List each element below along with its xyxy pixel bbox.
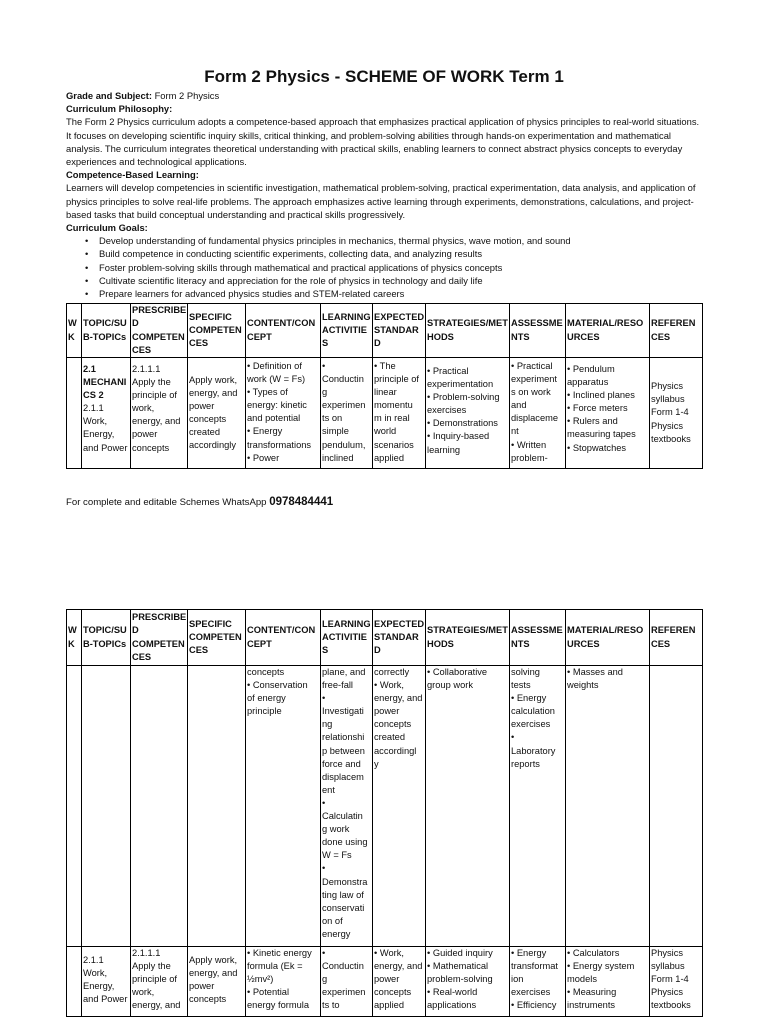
header-specific: SPECIFIC COMPETEN CES	[188, 304, 246, 358]
cbl-label: Competence-Based Learning:	[66, 169, 199, 181]
table-row	[67, 947, 703, 1017]
goal-item: • Prepare learners for advanced physics studies and STEM-related careers	[66, 287, 706, 300]
footer-text: For complete and editable Schemes WhatsApp	[66, 497, 270, 508]
header-wk: W K	[67, 610, 82, 666]
cell-strategies: • Collaborative group work	[426, 666, 510, 947]
table-row	[67, 666, 703, 947]
cell-references: Physics syllabus Form 1-4 Physics textbooks	[650, 947, 703, 1017]
header-materials: MATERIAL/RESO URCES	[566, 304, 650, 358]
intro-section	[66, 89, 706, 300]
header-specific: SPECIFIC COMPETEN CES	[188, 610, 246, 666]
header-assessment: ASSESSME NTS	[510, 304, 566, 358]
cell-wk	[67, 358, 82, 469]
goal-item: • Cultivate scientific literacy and appreciation for the role of physics in technology and daily life	[66, 274, 706, 287]
grade-label: Grade and Subject:	[66, 90, 152, 101]
table-header-row	[67, 304, 703, 358]
goals-list	[66, 234, 706, 300]
cell-topic: 2.1.1 Work, Energy, and Power	[82, 947, 131, 1017]
cell-learning: • Conductin g experimen ts to	[321, 947, 373, 1017]
scheme-table-1	[66, 303, 703, 469]
subtopic-title: 2.1.1 Work, Energy, and Power	[83, 403, 128, 453]
header-wk: W K	[67, 304, 82, 358]
cell-materials: • Masses and weights	[566, 666, 650, 947]
whatsapp-number: 0978484441	[269, 496, 334, 508]
header-references: REFEREN CES	[650, 610, 703, 666]
cell-wk	[67, 947, 82, 1017]
cell-content: • Kinetic energy formula (Ek = ½mv²) • Potential energy formula	[246, 947, 321, 1017]
cell-expected: • The principle of linear momentu m in real world scenarios applied	[373, 358, 426, 469]
header-learning: LEARNING ACTIVITIE S	[321, 610, 373, 666]
cell-specific: Apply work, energy, and power concepts created accordingly	[188, 358, 246, 469]
header-references: REFEREN CES	[650, 304, 703, 358]
cell-assessment: • Practical experiment s on work and displaceme nt • Written problem-	[510, 358, 566, 469]
philosophy-label: Curriculum Philosophy:	[66, 103, 173, 115]
cell-materials: • Pendulum apparatus • Inclined planes • Force meters • Rulers and measuring tapes • Stopwatches	[566, 358, 650, 469]
philosophy-text: The Form 2 Physics curriculum adopts a competence-based approach that emphasizes practical application of physics principles to real-world situations. It focuses on developing scientific inquiry skills, critical thinking, and problem-solving abilities through hands-on experimentation and mathematical analysis. The curriculum integrates theoretical understanding with practical skills, enabling learners to connect abstract physics concepts to everyday experiences and technological applications.	[66, 116, 700, 168]
header-expected: EXPECTED STANDAR D	[373, 304, 426, 358]
cell-assessment: solving tests • Energy calculation exercises • Laboratory reports	[510, 666, 566, 947]
header-strategies: STRATEGIES/MET HODS	[426, 610, 510, 666]
header-learning: LEARNING ACTIVITIE S	[321, 304, 373, 358]
topic-title: 2.1 MECHANI CS 2	[83, 364, 127, 401]
cbl-text: Learners will develop competencies in scientific investigation, mathematical problem-solving, practical experimentation, data analysis, and application of physics principles to solve real-life problems. The approach emphasizes active learning through experiments, demonstrations, calculations, and project-based tasks that build conceptual understanding and practical skills progressively.	[66, 182, 696, 220]
header-expected: EXPECTED STANDAR D	[373, 610, 426, 666]
header-assessment: ASSESSME NTS	[510, 610, 566, 666]
header-topic: TOPIC/SU B-TOPICs	[82, 610, 131, 666]
cell-prescribed: 2.1.1.1 Apply the principle of work, energy, and	[131, 947, 188, 1017]
cell-content: concepts • Conservation of energy principle	[246, 666, 321, 947]
goal-item: • Build competence in conducting scientific experiments, collecting data, and analyzing results	[66, 247, 706, 260]
header-prescribed: PRESCRIBE D COMPETEN CES	[131, 304, 188, 358]
cell-references	[650, 666, 703, 947]
cell-prescribed: 2.1.1.1 Apply the principle of work, energy, and power concepts	[131, 358, 188, 469]
header-topic: TOPIC/SU B-TOPICs	[82, 304, 131, 358]
cell-content: • Definition of work (W = Fs) • Types of energy: kinetic and potential • Energy transformations • Power	[246, 358, 321, 469]
cell-materials: • Calculators • Energy system models • Measuring instruments	[566, 947, 650, 1017]
goal-item: • Foster problem-solving skills through mathematical and practical applications of physics concepts	[66, 261, 706, 274]
cell-topic	[82, 666, 131, 947]
cell-learning: plane, and free-fall • Investigati ng relationshi p between force and displacem ent • Calculatin g work done using W = Fs • Demonstra ting law of conservati on of energy	[321, 666, 373, 947]
header-content: CONTENT/CON CEPT	[246, 610, 321, 666]
document-title: Form 2 Physics - SCHEME OF WORK Term 1	[204, 67, 564, 86]
header-content: CONTENT/CON CEPT	[246, 304, 321, 358]
cell-specific	[188, 666, 246, 947]
footer-note	[66, 496, 333, 508]
cell-references: Physics syllabus Form 1-4 Physics textbooks	[650, 358, 703, 469]
cell-learning: • Conductin g experimen ts on simple pendulum, inclined	[321, 358, 373, 469]
goal-item: • Develop understanding of fundamental physics principles in mechanics, thermal physics, wave motion, and sound	[66, 234, 706, 247]
grade-value: Form 2 Physics	[151, 90, 220, 101]
header-strategies: STRATEGIES/MET HODS	[426, 304, 510, 358]
cell-specific: Apply work, energy, and power concepts	[188, 947, 246, 1017]
cell-wk	[67, 666, 82, 947]
grade-line	[66, 89, 706, 102]
cell-strategies: • Practical experimentation • Problem-solving exercises • Demonstrations • Inquiry-based learning	[426, 358, 510, 469]
cell-expected: correctly • Work, energy, and power concepts created accordingl y	[373, 666, 426, 947]
header-prescribed: PRESCRIBE D COMPETEN CES	[131, 610, 188, 666]
scheme-table-2	[66, 609, 703, 1017]
cell-prescribed	[131, 666, 188, 947]
cell-expected: • Work, energy, and power concepts applied	[373, 947, 426, 1017]
table-header-row	[67, 610, 703, 666]
header-materials: MATERIAL/RESO URCES	[566, 610, 650, 666]
goals-label: Curriculum Goals:	[66, 222, 148, 234]
table-row	[67, 358, 703, 469]
cell-assessment: • Energy transformat ion exercises • Efficiency	[510, 947, 566, 1017]
cell-topic	[82, 358, 131, 469]
cell-strategies: • Guided inquiry • Mathematical problem-solving • Real-world applications	[426, 947, 510, 1017]
